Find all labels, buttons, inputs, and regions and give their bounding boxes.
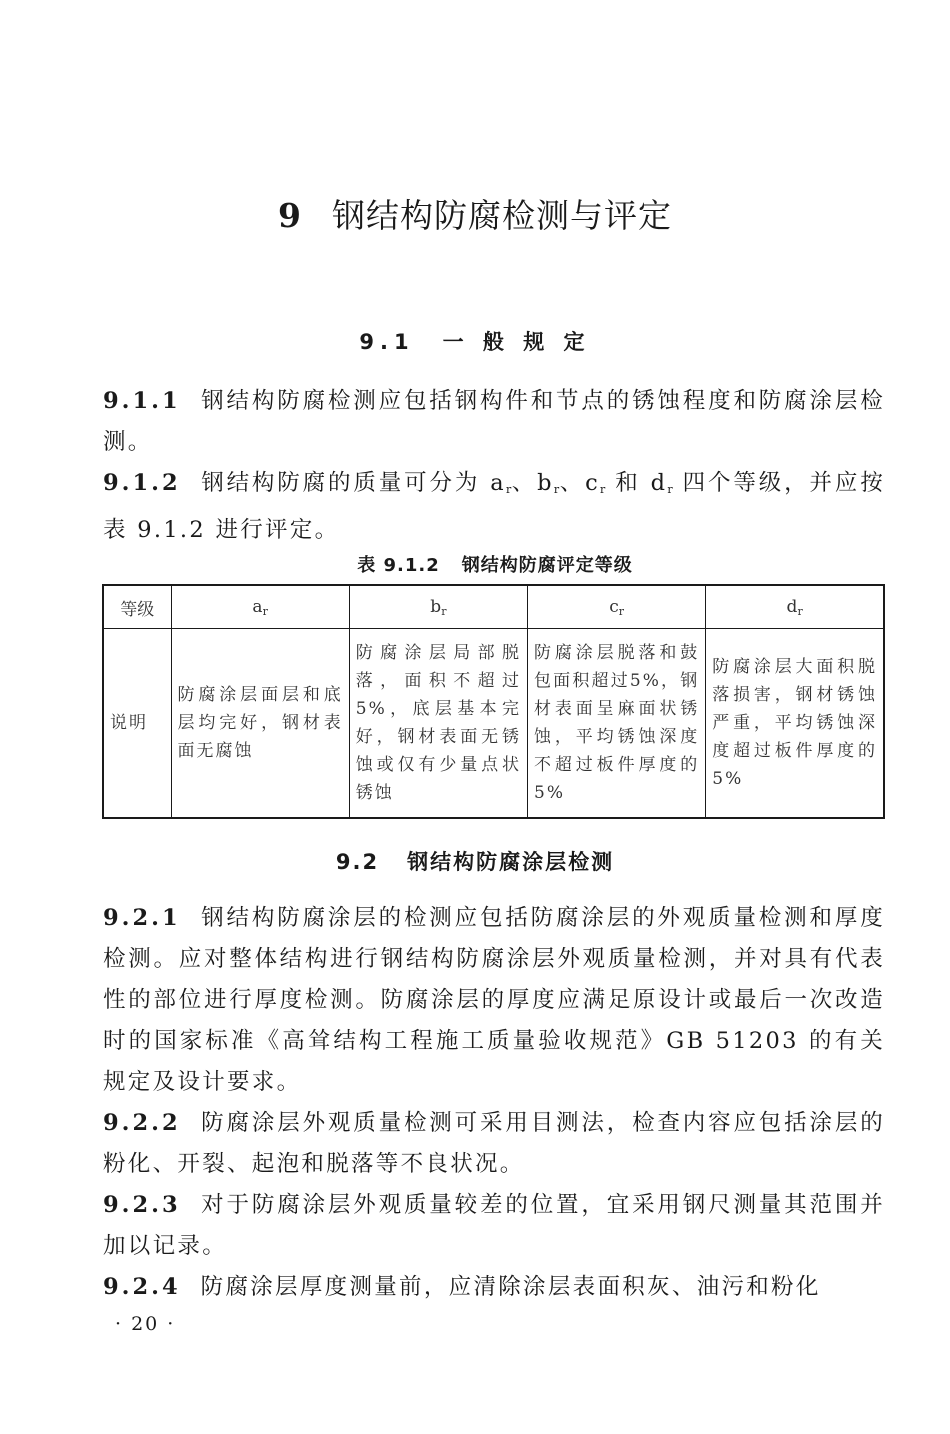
subscript: r <box>505 483 512 496</box>
clause-9-1-2 <box>103 463 885 551</box>
clause-text: 防腐涂层厚度测量前，应清除涂层表面积灰、油污和粉化 <box>200 1274 821 1300</box>
grade-d-description: 防腐涂层大面积脱落损害，钢材锈蚀严重，平均锈蚀深度超过板件厚度的5% <box>706 629 884 819</box>
clause-9-2-4 <box>103 1267 885 1308</box>
clause-text-part: 和 d <box>605 470 668 496</box>
subscript: r <box>667 483 673 496</box>
grade-c-header <box>528 585 706 629</box>
chapter-title-text: 钢结构防腐检测与评定 <box>331 196 672 235</box>
header-label-cell: 等级 <box>103 585 171 629</box>
grade-a-header <box>171 585 349 629</box>
row-label-cell: 说明 <box>103 629 171 819</box>
chapter-number: 9 <box>278 196 302 235</box>
clause-number: 9.2.2 <box>103 1110 181 1136</box>
grade-letter: b <box>430 596 442 617</box>
clause-9-2-1 <box>103 898 885 1103</box>
clause-9-2-3 <box>103 1185 885 1267</box>
section-title-9-2 <box>0 846 950 876</box>
clause-number: 9.1.2 <box>103 470 181 496</box>
section-title-text: 钢结构防腐涂层检测 <box>407 850 615 874</box>
table-title: 钢结构防腐评定等级 <box>461 555 633 576</box>
chapter-title <box>0 190 950 237</box>
grade-letter: c <box>609 596 619 617</box>
subscript: r <box>618 604 625 618</box>
grade-d-header <box>706 585 884 629</box>
table-caption <box>0 551 950 577</box>
table-header-row <box>103 585 884 629</box>
clause-text: 钢结构防腐检测应包括钢构件和节点的锈蚀程度和防腐涂层检测。 <box>103 388 885 455</box>
clause-number: 9.2.1 <box>103 905 181 931</box>
grade-letter: a <box>252 596 263 617</box>
clause-9-1-1 <box>103 381 885 463</box>
clause-text-part: 四个等级，并应按表 9.1.2 进行评定。 <box>103 470 885 543</box>
grade-table <box>102 584 885 819</box>
grade-b-header <box>349 585 527 629</box>
clause-text: 对于防腐涂层外观质量较差的位置，宜采用钢尺测量其范围并加以记录。 <box>103 1192 885 1259</box>
grade-letter: d <box>786 596 798 617</box>
grade-b-description: 防腐涂层局部脱落，面积不超过5%，底层基本完好，钢材表面无锈蚀或仅有少量点状锈蚀 <box>349 629 527 819</box>
clause-text: 钢结构防腐涂层的检测应包括防腐涂层的外观质量检测和厚度检测。应对整体结构进行钢结构防腐涂层外观质量检测，并对具有代表性的部位进行厚度检测。防腐涂层的厚度应满足原设计或最后一次改造时的国家标准《高耸结构工程施工质量验收规范》GB 51203 的有关规定及设计要求。 <box>103 905 885 1095</box>
clause-number: 9.2.3 <box>103 1192 181 1218</box>
clause-text: 防腐涂层外观质量检测可采用目测法，检查内容应包括涂层的粉化、开裂、起泡和脱落等不良状况。 <box>103 1110 885 1177</box>
clause-text-part: 、c <box>559 470 600 496</box>
page-number: · 20 · <box>115 1313 176 1335</box>
section-number: 9.1 <box>359 330 415 354</box>
section-title-9-1 <box>0 326 950 356</box>
grade-c-description: 防腐涂层脱落和鼓包面积超过5%，钢材表面呈麻面状锈蚀，平均锈蚀深度不超过板件厚度的5% <box>528 629 706 819</box>
subscript: r <box>797 604 803 618</box>
section-number: 9.2 <box>335 850 380 874</box>
subscript: r <box>262 604 268 618</box>
clause-number: 9.2.4 <box>103 1274 181 1300</box>
clause-text-part: 、b <box>511 470 554 496</box>
clause-text-part: 钢结构防腐的质量可分为 a <box>200 470 506 496</box>
subscript: r <box>599 483 606 496</box>
table-number: 表 9.1.2 <box>357 555 440 576</box>
table-row <box>103 629 884 819</box>
subscript: r <box>553 483 560 496</box>
grade-a-description: 防腐涂层面层和底层均完好，钢材表面无腐蚀 <box>171 629 349 819</box>
clause-9-2-2 <box>103 1103 885 1185</box>
clause-number: 9.1.1 <box>103 388 181 414</box>
subscript: r <box>441 604 447 618</box>
section-title-text: 一 般 规 定 <box>442 330 591 354</box>
